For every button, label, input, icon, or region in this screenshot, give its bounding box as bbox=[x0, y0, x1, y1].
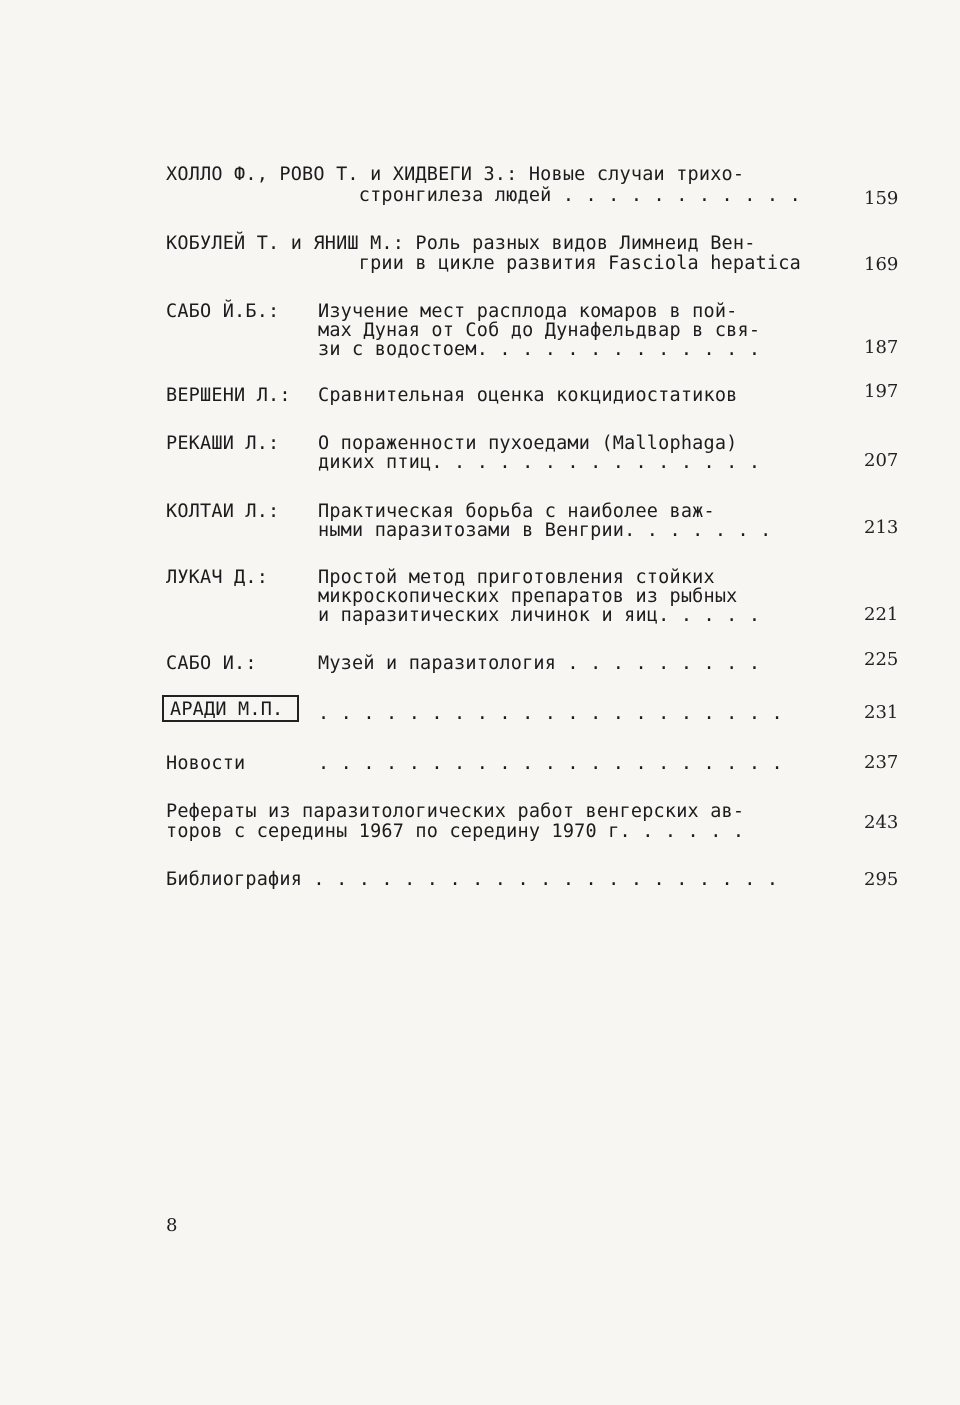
toc-entry-line: и паразитических личинок и яиц. . . . . bbox=[318, 605, 761, 626]
toc-entry-line: торов с середины 1967 по середину 1970 г. . . . . . bbox=[166, 821, 745, 842]
toc-entry-line: Библиография . . . . . . . . . . . . . . . . . . . . . bbox=[166, 869, 779, 890]
toc-entry-line: Практическая борьба с наиболее важ- bbox=[318, 501, 715, 522]
toc-entry-line: грии в цикле развития Fasciola hepatica bbox=[166, 253, 801, 274]
page-number: 225 bbox=[864, 649, 899, 670]
toc-author: РЕКАШИ Л.: bbox=[166, 433, 280, 454]
toc-author: ВЕРШЕНИ Л.: bbox=[166, 385, 291, 406]
toc-entry-line: . . . . . . . . . . . . . . . . . . . . . bbox=[318, 753, 783, 774]
toc-entry-line: стронгилеза людей . . . . . . . . . . . bbox=[166, 185, 801, 206]
page-number: 231 bbox=[864, 702, 899, 723]
toc-entry-line: О пораженности пухоедами (Mallophaga) bbox=[318, 433, 738, 454]
page-number: 197 bbox=[864, 381, 899, 402]
toc-entry-line: микроскопических препаратов из рыбных bbox=[318, 586, 738, 607]
page-number: 221 bbox=[864, 604, 899, 625]
toc-entry-line: ХОЛЛО Ф., РОВО Т. и ХИДВЕГИ З.: Новые случаи трихо- bbox=[166, 164, 745, 185]
page-number: 187 bbox=[864, 337, 899, 358]
toc-author: САБО Й.Б.: bbox=[166, 301, 280, 322]
toc-entry-line: ными паразитозами в Венгрии. . . . . . . bbox=[318, 520, 772, 541]
toc-entry-line: Сравнительная оценка кокцидиостатиков bbox=[318, 385, 738, 406]
page-number: 243 bbox=[864, 812, 899, 833]
toc-author: Новости bbox=[166, 753, 246, 774]
page-number: 295 bbox=[864, 869, 899, 890]
toc-entry-line: Изучение мест расплода комаров в пой- bbox=[318, 301, 738, 322]
toc-entry-line: Рефераты из паразитологических работ венгерских ав- bbox=[166, 801, 745, 822]
toc-entry-line: КОБУЛЕЙ Т. и ЯНИШ М.: Роль разных видов Лимнеид Вен- bbox=[166, 233, 756, 254]
toc-author: САБО И.: bbox=[166, 653, 257, 674]
page-folio: 8 bbox=[166, 1215, 178, 1236]
toc-entry-line: мах Дуная от Соб до Дунафельдвар в свя- bbox=[318, 320, 761, 341]
toc-author: АРАДИ М.П. bbox=[170, 699, 284, 720]
page-number: 207 bbox=[864, 450, 899, 471]
toc-author: ЛУКАЧ Д.: bbox=[166, 567, 269, 588]
toc-entry-line: Простой метод приготовления стойких bbox=[318, 567, 715, 588]
toc-entry-line: диких птиц. . . . . . . . . . . . . . . bbox=[318, 452, 761, 473]
page-number: 213 bbox=[864, 517, 899, 538]
toc-entry-line: Музей и паразитология . . . . . . . . . bbox=[318, 653, 761, 674]
toc-author: КОЛТАИ Л.: bbox=[166, 501, 280, 522]
page-number: 237 bbox=[864, 752, 899, 773]
page-number: 159 bbox=[864, 188, 899, 209]
page-number: 169 bbox=[864, 254, 899, 275]
toc-entry-line: зи с водостоем. . . . . . . . . . . . . bbox=[318, 339, 761, 360]
toc-entry-line: . . . . . . . . . . . . . . . . . . . . . bbox=[318, 703, 783, 724]
